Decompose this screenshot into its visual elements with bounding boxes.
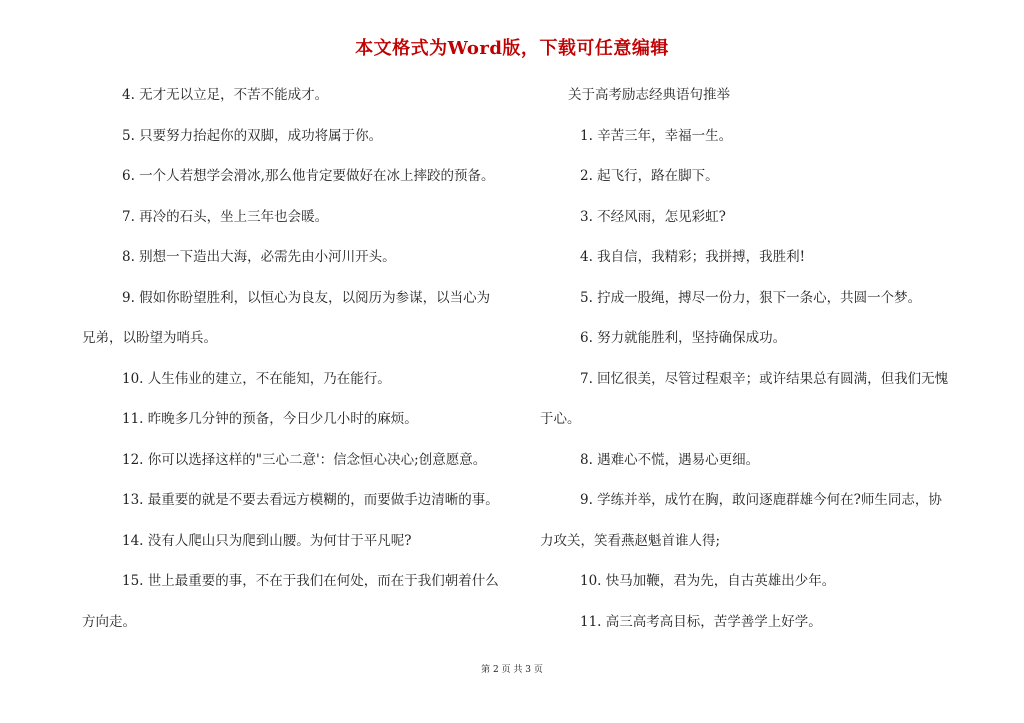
right-line-3: 3. 不经风雨，怎见彩虹? xyxy=(580,209,726,225)
left-line-14: 方向走。 xyxy=(82,614,136,630)
right-line-11: 力攻关，笑看燕赵魁首谁人得; xyxy=(540,533,721,549)
right-line-8: 于心。 xyxy=(540,411,581,427)
left-line-12: 14. 没有人爬山只为爬到山腰。为何甘于平凡呢? xyxy=(122,533,412,549)
right-line-5: 5. 拧成一股绳，搏尽一份力，狠下一条心，共圆一个梦。 xyxy=(580,290,922,306)
document-header-title: 本文格式为Word版，下载可任意编辑 xyxy=(355,38,669,59)
left-line-3: 6. 一个人若想学会滑冰,那么他肯定要做好在冰上摔跤的预备。 xyxy=(122,168,495,184)
right-line-10: 9. 学练并举，成竹在胸，敢问逐鹿群雄今何在?师生同志，协 xyxy=(580,492,942,508)
left-line-2: 5. 只要努力抬起你的双脚，成功将属于你。 xyxy=(122,128,383,144)
right-line-4: 4. 我自信，我精彩；我拼搏，我胜利! xyxy=(580,249,806,265)
left-line-10: 12. 你可以选择这样的"三心二意'：信念恒心决心;创意愿意。 xyxy=(122,452,487,468)
right-line-9: 8. 遇难心不慌，遇易心更细。 xyxy=(580,452,760,468)
right-line-2: 2. 起飞行，路在脚下。 xyxy=(580,168,719,184)
left-line-1: 4. 无才无以立足，不苦不能成才。 xyxy=(122,87,329,103)
left-line-5: 8. 别想一下造出大海，必需先由小河川开头。 xyxy=(122,249,396,265)
left-line-6: 9. 假如你盼望胜利，以恒心为良友，以阅历为参谋，以当心为 xyxy=(122,290,491,306)
left-line-4: 7. 再冷的石头，坐上三年也会暖。 xyxy=(122,209,329,225)
right-section-heading: 关于高考励志经典语句推举 xyxy=(568,87,730,103)
page-number-footer: 第 2 页 共 3 页 xyxy=(481,665,543,675)
left-line-9: 11. 昨晚多几分钟的预备，今日少几小时的麻烦。 xyxy=(122,411,418,427)
right-line-7: 7. 回忆很美，尽管过程艰辛；或许结果总有圆满，但我们无愧 xyxy=(580,371,949,387)
right-line-1: 1. 辛苦三年，幸福一生。 xyxy=(580,128,733,144)
left-line-8: 10. 人生伟业的建立，不在能知，乃在能行。 xyxy=(122,371,391,387)
right-line-12: 10. 快马加鞭，君为先，自古英雄出少年。 xyxy=(580,573,836,589)
left-line-7: 兄弟，以盼望为哨兵。 xyxy=(82,330,217,346)
left-line-11: 13. 最重要的就是不要去看远方模糊的，而要做手边清晰的事。 xyxy=(122,492,499,508)
right-line-13: 11. 高三高考高目标，苦学善学上好学。 xyxy=(580,614,822,630)
left-line-13: 15. 世上最重要的事，不在于我们在何处，而在于我们朝着什么 xyxy=(122,573,499,589)
right-line-6: 6. 努力就能胜利，坚持确保成功。 xyxy=(580,330,787,346)
